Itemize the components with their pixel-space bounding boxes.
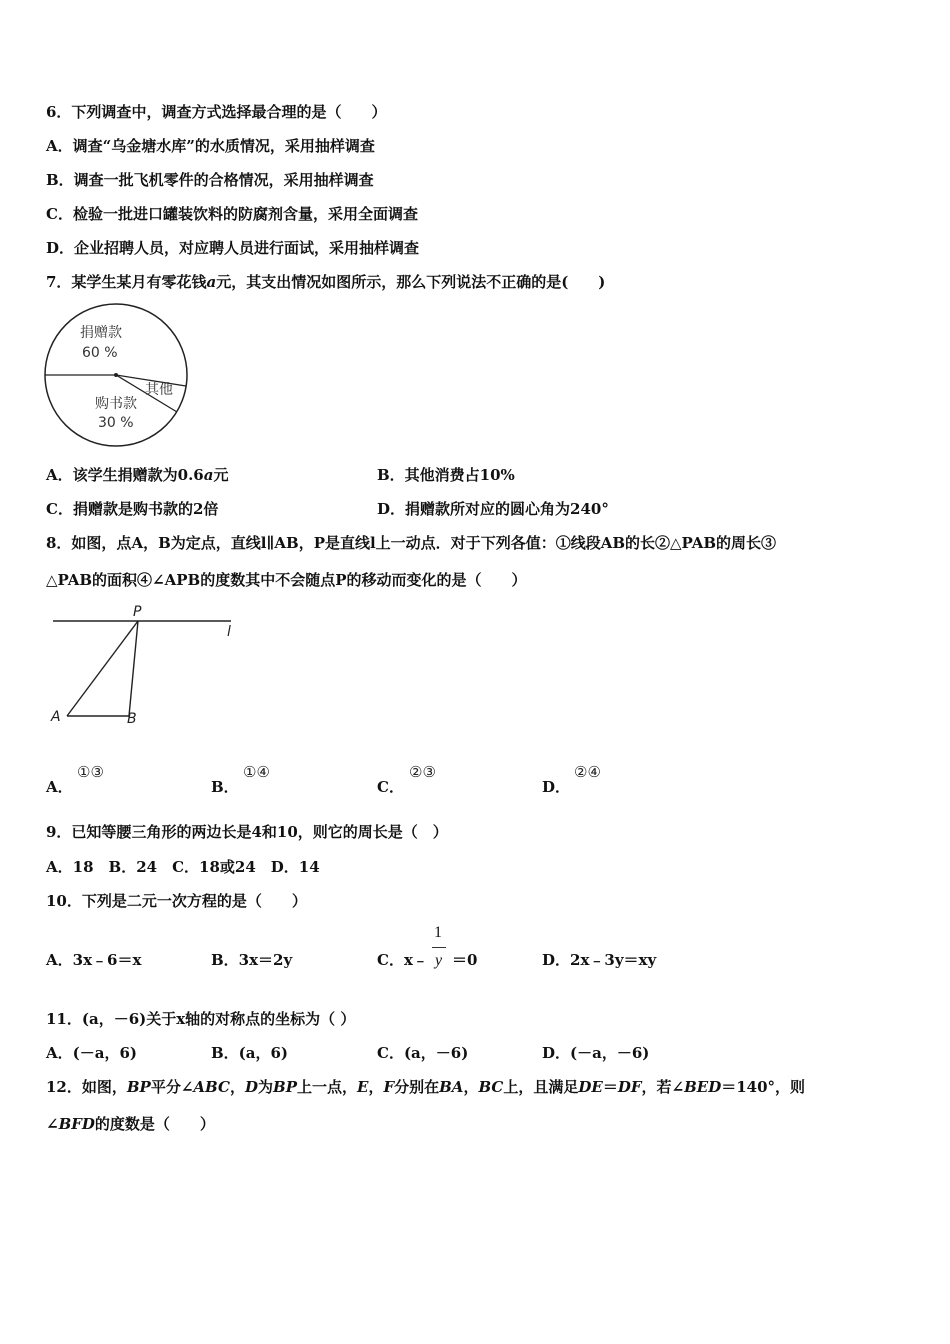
q11-option-c: C．(a，－6) (377, 1044, 469, 1062)
q6-option-a: A．调查“乌金塘水库”的水质情况，采用抽样调查 (46, 137, 375, 155)
q7-option-a-var: a (203, 466, 214, 484)
segment-pa (67, 621, 138, 716)
q12-var-bc: BC (478, 1078, 504, 1096)
q8-option-c-value: ②③ (409, 763, 436, 781)
q11-stem: 11．(a，－6)关于x轴的对称点的坐标为（ ） (46, 1010, 356, 1028)
q10-option-d: D．2x﹣3y＝xy (542, 951, 657, 969)
q12-text: 上一点， (296, 1078, 357, 1096)
q10-stem: 10．下列是二元一次方程的是（ ） (46, 892, 307, 910)
q8-option-a-value: ①③ (77, 763, 104, 781)
q12-text: ， (229, 1078, 245, 1096)
q12-var-d: D (244, 1078, 258, 1096)
q8-option-b-value: ①④ (243, 763, 270, 781)
q12-text: 分别在 (394, 1078, 440, 1096)
q12-text: 上，且满足 (503, 1078, 579, 1096)
q12-var-df: DF (617, 1078, 642, 1096)
q12-text: ，若∠ (641, 1078, 685, 1096)
q6-stem: 6．下列调查中，调查方式选择最合理的是（ ） (46, 103, 387, 121)
q12-var-bp: BP (126, 1078, 151, 1096)
q6-option-c: C．检验一批进口罐装饮料的防腐剂含量，采用全面调查 (46, 205, 418, 223)
q7-option-b: B．其他消费占10% (377, 466, 515, 484)
q12-var-de: DE (578, 1078, 603, 1096)
q10-option-c-post: ＝0 (452, 951, 478, 969)
q9-stem: 9．已知等腰三角形的两边长是4和10，则它的周长是（ ） (46, 823, 448, 841)
q7-option-d: D．捐赠款所对应的圆心角为240° (377, 500, 609, 518)
q12-text: 的度数是（ ） (94, 1115, 215, 1133)
q12-var-bed: BED (684, 1078, 722, 1096)
q8-option-c-label: C． (377, 778, 404, 796)
q10-option-b: B．3x＝2y (211, 951, 293, 969)
q12-var-abc: ABC (193, 1078, 230, 1096)
q7-var-a: a (206, 273, 217, 291)
q12-text: ， (463, 1078, 479, 1096)
q6-option-b: B．调查一批飞机零件的合格情况，采用抽样调查 (46, 171, 374, 189)
q8-option-d-value: ②④ (574, 763, 601, 781)
q6-option-d: D．企业招聘人员，对应聘人员进行面试，采用抽样调查 (46, 239, 420, 257)
pie-label-donation-pct: 60 % (82, 345, 118, 361)
q12-text: ， (368, 1078, 384, 1096)
point-p-label: P (133, 604, 142, 620)
segment-pb (129, 621, 138, 716)
q11-option-d: D．(－a，－6) (542, 1044, 650, 1062)
q10-option-a: A．3x﹣6＝x (46, 951, 142, 969)
pie-center-dot (114, 373, 118, 377)
q8-stem-line1: 8．如图，点A，B为定点，直线l∥AB，P是直线l上一动点．对于下列各值：①线段AB的长②△PAB的周长③ (46, 534, 777, 552)
q10-option-c-fraction-bar (432, 947, 446, 948)
q12-text: ＝ (602, 1078, 618, 1096)
q12-stem-line2 (46, 1114, 215, 1134)
q7-option-a-pre: A．该学生捐赠款为0.6 (46, 466, 204, 484)
pie-label-other: 其他 (145, 382, 173, 398)
q12-var-bfd: BFD (58, 1115, 95, 1133)
q12-stem-line1 (46, 1077, 805, 1097)
q12-text: ∠ (46, 1115, 59, 1133)
q12-text: 为 (258, 1078, 274, 1096)
q12-var-f: F (383, 1078, 395, 1096)
q7-stem-post: 元，其支出情况如图所示，那么下列说法不正确的是( ) (216, 273, 606, 291)
q12-var-bp: BP (273, 1078, 297, 1096)
q11-option-b: B．(a，6) (211, 1044, 289, 1062)
q8-option-a-label: A． (46, 778, 73, 796)
q8-option-d-label: D． (542, 778, 571, 796)
q8-option-b-label: B． (211, 778, 239, 796)
q7-stem-pre: 7．某学生某月有零花钱 (46, 273, 207, 291)
q7-option-c: C．捐赠款是购书款的2倍 (46, 500, 219, 518)
q10-option-c-denominator: y (435, 952, 443, 969)
q12-var-e: E (357, 1078, 369, 1096)
q12-text: 平分∠ (150, 1078, 194, 1096)
q12-text: ＝140°，则 (721, 1078, 806, 1096)
q11-option-a: A．(－a，6) (46, 1044, 137, 1062)
pie-label-books: 购书款 (95, 396, 137, 412)
point-a-label: A (51, 709, 61, 725)
line-l-label: l (227, 624, 231, 640)
q7-stem (46, 272, 605, 292)
q9-options: A．18 B．24 C．18或24 D．14 (46, 858, 320, 876)
q8-geometry-figure (45, 600, 245, 730)
q7-option-a-post: 元 (213, 466, 229, 484)
q8-stem-line2: △PAB的面积④∠APB的度数其中不会随点P的移动而变化的是（ ） (46, 571, 527, 589)
q12-text: 12．如图， (46, 1078, 127, 1096)
q7-pie-chart (40, 300, 200, 450)
q12-var-ba: BA (439, 1078, 464, 1096)
q10-option-c-pre: C．x﹣ (377, 951, 428, 969)
pie-label-donation: 捐赠款 (80, 325, 122, 341)
q7-option-a (46, 465, 229, 485)
point-b-label: B (127, 711, 137, 727)
pie-label-books-pct: 30 % (98, 415, 134, 431)
q10-option-c-numerator: 1 (434, 924, 442, 941)
